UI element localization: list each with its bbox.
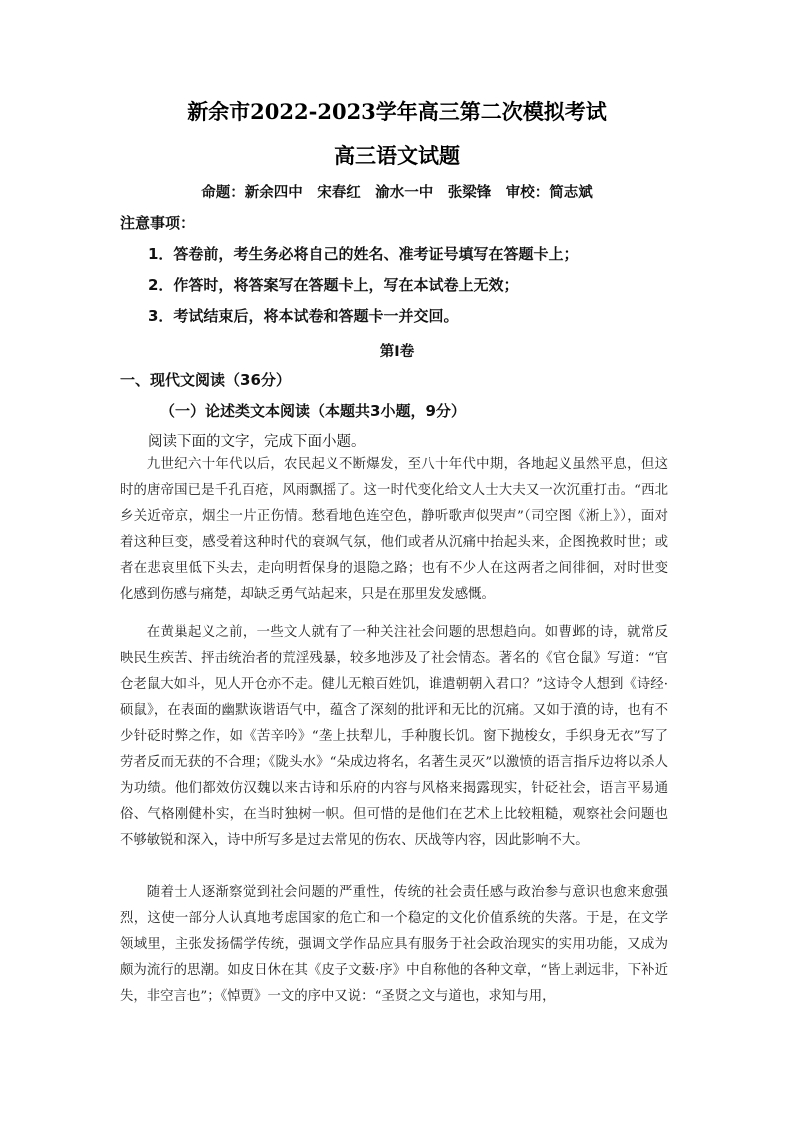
notice-item: 3．考试结束后，将本试卷和答题卡一并交回。 (148, 307, 459, 325)
notice-item: 1．答卷前，考生务必将自己的姓名、准考证号填写在答题卡上； (148, 245, 579, 263)
passage-paragraph: 随着士人逐渐察觉到社会问题的严重性，传统的社会责任感与政治参与意识也愈来愈强烈，这使一部分人认真地考虑国家的危亡和一个稳定的文化价值系统的失落。于是，在文学领域里，主张发扬儒学传统，强调文学作品应具有服务于社会政治现实的实用功能，又成为颇为流行的思潮。如皮日休在其《皮子文薮·序》中自称他的各种文章，“皆上剥远非，下补近失，非空言也”；《悼贾》一文的序中又说：“圣贤之文与道也，求知与用， (120, 885, 668, 1004)
exam-subtitle: 高三语文试题 (334, 143, 460, 168)
notice-item: 2．作答时，将答案写在答题卡上，写在本试卷上无效； (148, 276, 519, 294)
passage-paragraph: 九世纪六十年代以后，农民起义不断爆发，至八十年代中期，各地起义虽然平息，但这时的唐帝国已是千孔百疮，风雨飘摇了。这一时代变化给文人士大夫又一次沉重打击。“西北乡关近帝京，烟尘一片正伤情。愁看地色连空色，静听歌声似哭声”（司空图《淅上》），面对着这种巨变，感受着这种时代的衰飒气氛，他们或者从沉痛中抬起头来，企图挽救时世；或者在悲哀里低下头去，走向明哲保身的退隐之路；也有不少人在这两者之间徘徊，对时世变化感到伤感与痛楚，却缺乏勇气站起来，只是在那里发发感慨。 (120, 457, 668, 602)
credits-line: 命题：新余四中 宋春红 渝水一中 张梁锋 审校：简志斌 (201, 185, 593, 201)
reading-instruction: 阅读下面的文字，完成下面小题。 (148, 434, 366, 450)
subsection-heading: （一）论述类文本阅读（本题共3小题，9分） (160, 402, 466, 420)
section-heading: 一、现代文阅读（36分） (120, 371, 291, 389)
notice-heading: 注意事项： (120, 214, 196, 232)
exam-title: 新余市2022-2023学年高三第二次模拟考试 (187, 99, 607, 124)
passage-paragraph: 在黄巢起义之前，一些文人就有了一种关注社会问题的思想趋向。如曹邺的诗，就常反映民生疾苦、抨击统治者的荒淫残暴，较多地涉及了社会情态。著名的《官仓鼠》写道：“官仓老鼠大如斗，见人开仓亦不走。健儿无粮百姓饥，谁遣朝朝入君口？”这诗令人想到《诗经·硕鼠》，在表面的幽默诙谐语气中，蕴含了深刻的批评和无比的沉痛。又如于濆的诗，也有不少针砭时弊之作，如《苦辛吟》“垄上扶犁儿，手种腹长饥。窗下抛梭女，手织身无衣”写了劳者反而无获的不合理；《陇头水》“朵成边将名，名著生灵灭”以激愤的语言指斥边将以杀人为功绩。他们都效仿汉魏以来古诗和乐府的内容与风格来揭露现实，针砭社会，语言平易通俗、气格刚健朴实，在当时独树一帜。但可惜的是他们在艺术上比较粗糙，观察社会问题也不够敏锐和深入，诗中所写多是过去常见的伤农、厌战等内容，因此影响不大。 (120, 625, 668, 848)
volume-heading: 第Ⅰ卷 (379, 344, 415, 360)
